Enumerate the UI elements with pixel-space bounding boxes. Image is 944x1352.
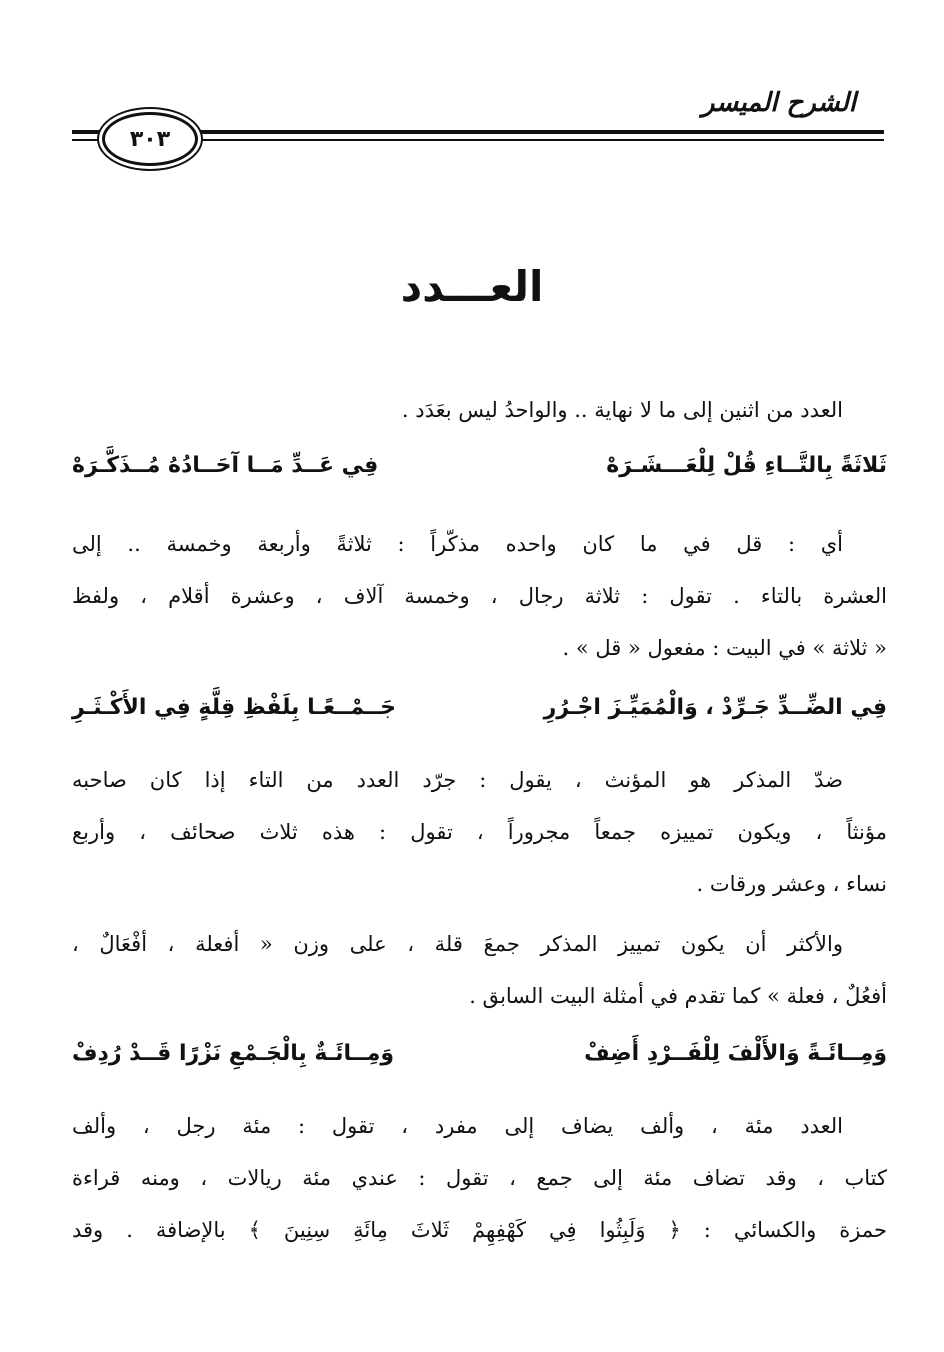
verse-hemistich-first: ثَلاثَةً بِالتَّــاءِ قُلْ لِلْعَـــشَـرَهْ <box>606 453 887 478</box>
body-line: العدد مئة ، وألف يضاف إلى مفرد ، تقول : مئة رجل ، وألف <box>72 1114 843 1138</box>
verse-line <box>72 688 887 728</box>
chapter-title: العـــدد <box>400 262 544 311</box>
running-header-title: الشرح الميسر <box>701 88 856 118</box>
body-line: مؤنثاً ، ويكون تمييزه جمعاً مجروراً ، تقول : هذه ثلاث صحائف ، وأربع <box>72 820 887 844</box>
body-line: كتاب ، وقد تضاف مئة إلى جمع ، تقول : عندي مئة ريالات ، ومنه قراءة <box>72 1166 887 1190</box>
verse-line <box>72 446 887 486</box>
body-line: نساء ، وعشر ورقات . <box>696 872 887 896</box>
body-line: أي : قل في ما كان واحده مذكّراً : ثلاثةً وأربعة وخمسة .. إلى <box>72 532 843 556</box>
body-line: حمزة والكسائي : ﴿ وَلَبِثُوا فِي كَهْفِهِمْ ثَلاثَ مِائَةِ سِنِينَ ﴾ بالإضافة . وقد <box>72 1218 887 1242</box>
verse-hemistich-second: جَــمْــعًـا بِلَفْظِ قِلَّةٍ فِي الأَكْـثَـرِ <box>72 695 396 720</box>
verse-hemistich-second: فِي عَــدِّ مَــا آحَــادُهُ مُــذَكَّـرَهْ <box>72 453 379 478</box>
body-line: العدد من اثنين إلى ما لا نهاية .. والواحدُ ليس بعَدَد . <box>401 398 843 422</box>
body-line: أفعُلٌ ، فعلة » كما تقدم في أمثلة البيت السابق . <box>469 984 887 1008</box>
body-line: ضدّ المذكر هو المؤنث ، يقول : جرّد العدد من التاء إذا كان صاحبه <box>72 768 843 792</box>
body-line: « ثلاثة » في البيت : مفعول « قل » . <box>562 636 887 660</box>
body-line: العشرة بالتاء . تقول : ثلاثة رجال ، وخمسة آلاف ، وعشرة أقلام ، ولفظ <box>72 584 887 608</box>
page-number: ٣٠٣ <box>129 126 171 152</box>
verse-hemistich-first: فِي الضِّــدِّ جَـرِّدْ ، وَالْمُمَيِّـزَ اجْـرُرِ <box>543 695 887 720</box>
verse-hemistich-second: وَمِــائَـةٌ بِالْجَـمْعِ نَزْرًا قَــدْ رُدِفْ <box>72 1041 395 1066</box>
verse-hemistich-first: وَمِــائَـةً وَالأَلْفَ لِلْفَــرْدِ أَضِفْ <box>584 1041 887 1066</box>
page-number-oval <box>102 112 198 166</box>
verse-line <box>72 1034 887 1074</box>
body-line: والأكثر أن يكون تمييز المذكر جمعَ قلة ، على وزن « أفعلة ، أفْعَالٌ ، <box>72 932 843 956</box>
